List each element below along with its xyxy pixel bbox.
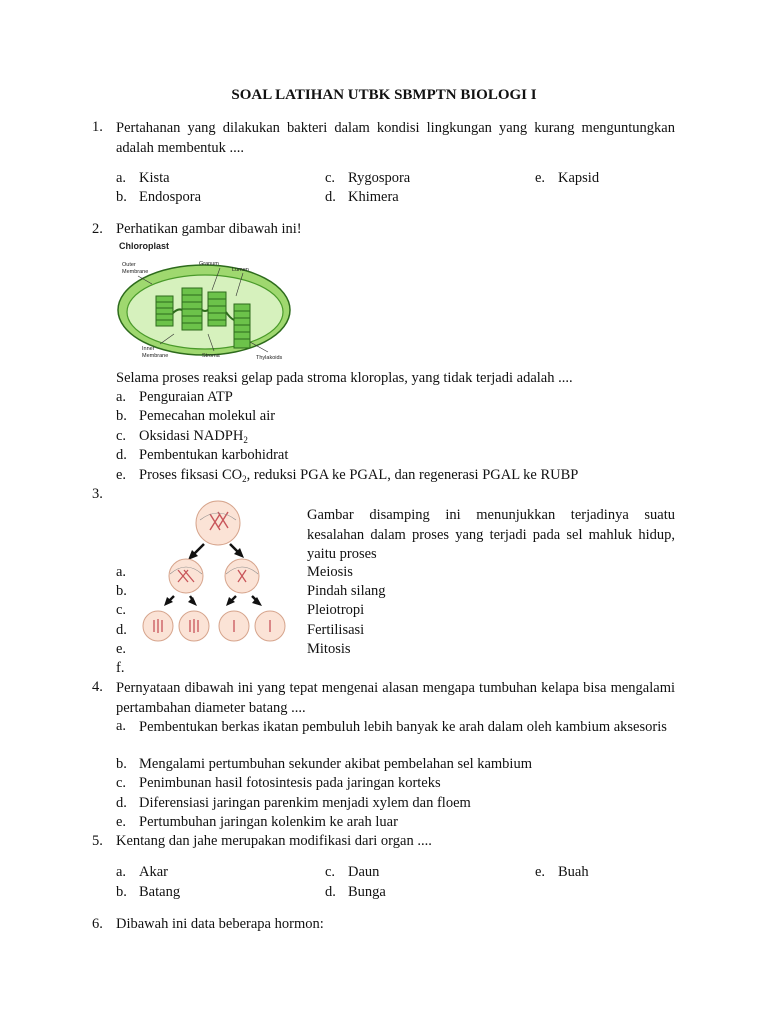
q5-option-letter-c: c. — [325, 864, 336, 880]
q3-number: 3. — [92, 486, 103, 502]
q2-option-b: Pemecahan molekul air — [139, 408, 276, 424]
q2-intro: Perhatikan gambar dibawah ini! — [116, 221, 302, 237]
q2-option-letter-b: b. — [116, 408, 127, 424]
q4-option-letter-a: a. — [116, 718, 127, 734]
label-inner: Inner — [142, 346, 155, 352]
q1-option-letter-c: c. — [325, 170, 336, 186]
chloroplast-title: Chloroplast — [119, 241, 170, 251]
q5-option-letter-a: a. — [116, 864, 127, 880]
q2-option-e: Proses fiksasi $CO_2$, reduksi PGA ke PGAL, dan regenerasi PGAL ke RUBP — [139, 467, 579, 484]
q4-option-letter-d: d. — [116, 795, 127, 811]
chloroplast-diagram — [116, 238, 296, 364]
q5-option-e: Buah — [558, 864, 589, 880]
q4-option-b: Mengalami pertumbuhan sekunder akibat pembelahan sel kambium — [139, 756, 532, 772]
q5-option-c: Daun — [348, 864, 380, 880]
q3-option-letter-a: a. — [116, 564, 127, 580]
q1-option-letter-e: e. — [535, 170, 546, 186]
arrow-2-c — [226, 596, 236, 606]
arrow-2-b — [188, 596, 197, 606]
label-lumen: Lumen — [232, 267, 249, 273]
q1-option-letter-a: a. — [116, 170, 127, 186]
q4-option-letter-e: e. — [116, 814, 127, 830]
q1-option-a: Kista — [139, 170, 170, 186]
q3-option-letter-d: d. — [116, 622, 127, 638]
q3-option-d: Fertilisasi — [307, 622, 365, 638]
q3-option-letter-f: f. — [116, 660, 125, 676]
q1-option-letter-b: b. — [116, 189, 127, 205]
label-stroma: Stroma — [202, 353, 220, 359]
q2-option-d: Pembentukan karbohidrat — [139, 447, 289, 463]
label-granum: Granum — [199, 261, 219, 267]
arrow-2-a — [164, 596, 174, 606]
q3-option-e: Mitosis — [307, 641, 351, 657]
q3-option-letter-b: b. — [116, 583, 127, 599]
q5-option-a: Akar — [139, 864, 168, 880]
label-membrane-inner: Membrane — [142, 353, 169, 359]
q4-option-d: Diferensiasi jaringan parenkim menjadi xylem dan floem — [139, 795, 471, 811]
granum-stack-1 — [156, 296, 173, 326]
q1-option-c: Rygospora — [348, 170, 411, 186]
arrow-1-left — [188, 544, 204, 560]
q3-option-c: Pleiotropi — [307, 602, 365, 618]
q3-option-a: Meiosis — [307, 564, 353, 580]
q4-text: Pernyataan dibawah ini yang tepat mengenai alasan mengapa tumbuhan kelapa bisa mengalami pertambahan diameter batang .... — [116, 680, 675, 716]
label-outer: Outer — [122, 262, 136, 268]
q4-option-c: Penimbunan hasil fotosintesis pada jaringan korteks — [139, 775, 441, 791]
q2-option-letter-c: c. — [116, 428, 127, 444]
q2-option-letter-a: a. — [116, 389, 127, 405]
meiosis-nondisjunction-diagram — [140, 498, 290, 648]
label-thylakoids: Thylakoids — [256, 355, 283, 361]
q2-number: 2. — [92, 221, 103, 237]
q1-option-d: Khimera — [348, 189, 399, 205]
q2-question: Selama proses reaksi gelap pada stroma kloroplas, yang tidak terjadi adalah .... — [116, 370, 573, 386]
arrow-2-d — [252, 596, 262, 606]
q3-option-b: Pindah silang — [307, 583, 386, 599]
q3-text: Gambar disamping ini menunjukkan terjadinya suatu kesalahan dalam proses yang terjadi pada sel mahluk hidup, yaitu proses — [307, 507, 675, 562]
q2-option-a: Penguraian ATP — [139, 389, 233, 405]
q6-text: Dibawah ini data beberapa hormon: — [116, 916, 324, 932]
q2-option-c: Oksidasi $NADPH_2$ — [139, 428, 248, 445]
q1-option-letter-d: d. — [325, 189, 336, 205]
q5-option-letter-d: d. — [325, 884, 336, 900]
q4-option-letter-b: b. — [116, 756, 127, 772]
q4-number: 4. — [92, 679, 103, 695]
q2-option-letter-e: e. — [116, 467, 127, 483]
q1-number: 1. — [92, 119, 103, 135]
q5-option-letter-e: e. — [535, 864, 546, 880]
q5-option-letter-b: b. — [116, 884, 127, 900]
q1-option-e: Kapsid — [558, 170, 600, 186]
q5-option-b: Batang — [139, 884, 181, 900]
granum-stack-2 — [182, 288, 202, 330]
parent-cell — [196, 501, 240, 545]
granum-stack-4 — [234, 304, 250, 348]
q2-option-letter-d: d. — [116, 447, 127, 463]
q6-number: 6. — [92, 916, 103, 932]
granum-stack-3 — [208, 292, 226, 326]
label-membrane-outer: Membrane — [122, 269, 149, 275]
q5-option-d: Bunga — [348, 884, 386, 900]
q1-text: Pertahanan yang dilakukan bakteri dalam kondisi lingkungan yang kurang menguntungkan adalah membentuk .... — [116, 120, 675, 156]
q4-option-e: Pertumbuhan jaringan kolenkim ke arah luar — [139, 814, 398, 830]
q5-text: Kentang dan jahe merupakan modifikasi dari organ .... — [116, 833, 432, 849]
daughter-cell-left — [169, 559, 203, 593]
arrow-1-right — [230, 544, 244, 558]
q4-option-a: Pembentukan berkas ikatan pembuluh lebih banyak ke arah dalam oleh kambium aksesoris — [139, 719, 667, 735]
q3-option-letter-c: c. — [116, 602, 127, 618]
q1-option-b: Endospora — [139, 189, 202, 205]
page-title: SOAL LATIHAN UTBK SBMPTN BIOLOGI I — [231, 87, 537, 103]
q3-option-letter-e: e. — [116, 641, 127, 657]
q4-option-letter-c: c. — [116, 775, 127, 791]
q5-number: 5. — [92, 833, 103, 849]
